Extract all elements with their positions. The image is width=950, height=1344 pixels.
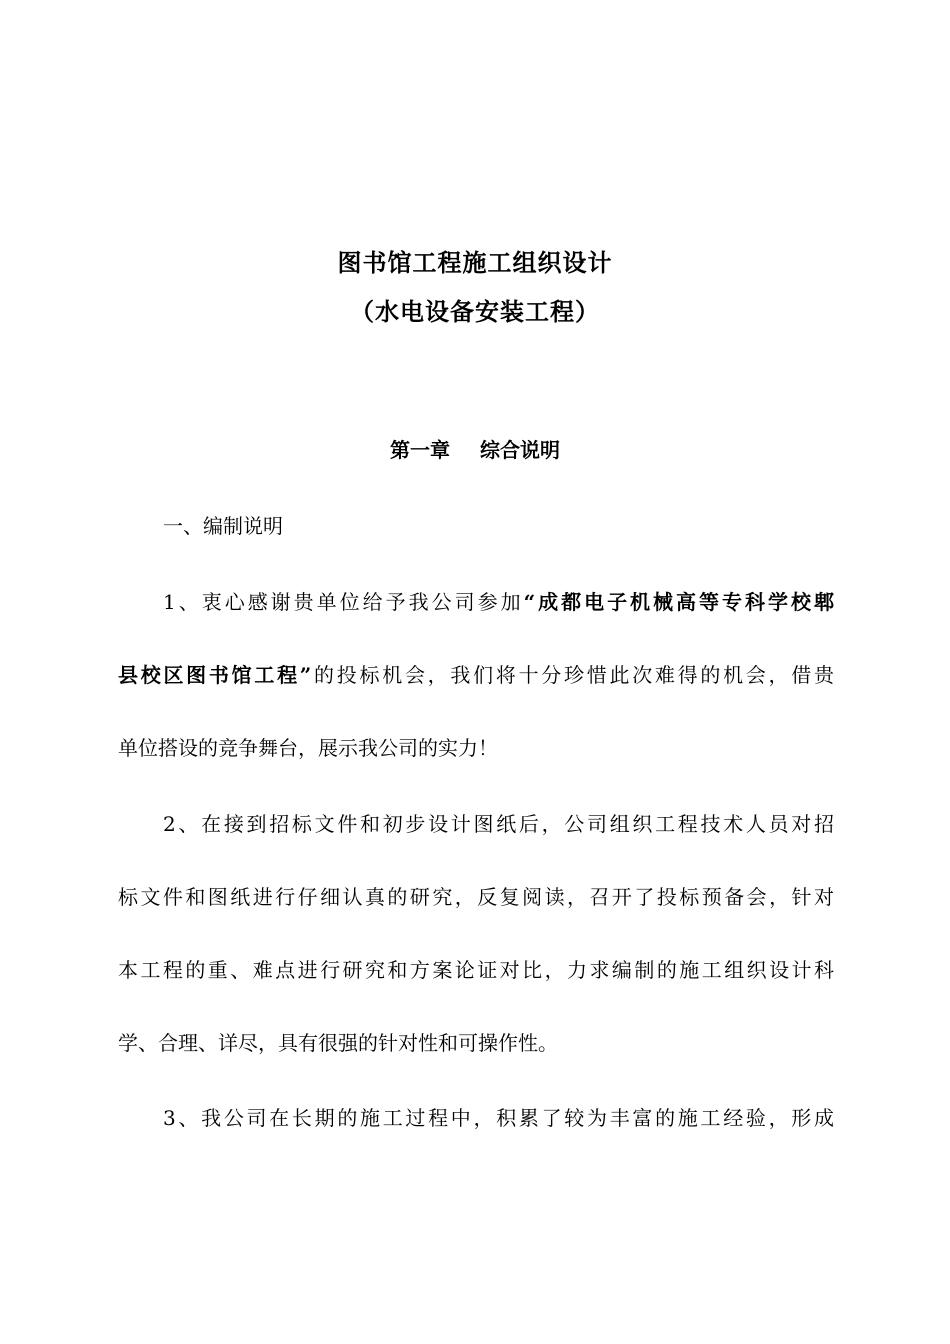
chapter-heading [0, 436, 950, 464]
text-run: 2、在接到招标文件和初步设计图纸后，公司组织工程技术人员对招 [163, 812, 834, 836]
text-run: 1、衷心感谢贵单位给予我公司参加 [163, 590, 524, 614]
project-name-text: 县校区图书馆工程” [118, 663, 312, 687]
paragraph-line [118, 788, 834, 861]
document-subtitle: （水电设备安装工程） [350, 297, 600, 326]
paragraph-line [118, 712, 834, 785]
chapter-name: 综合说明 [480, 438, 560, 462]
text-run: 的投标机会，我们将十分珍惜此次难得的机会，借贵 [311, 663, 834, 687]
text-run: 单位搭设的竞争舞台，展示我公司的实力！ [118, 736, 498, 760]
text-run: 学、合理、详尽，具有很强的针对性和可操作性。 [118, 1031, 558, 1055]
paragraph-line [118, 934, 834, 1007]
paragraph-line [118, 1082, 834, 1155]
project-name-text: “成都电子机械高等专科学校郫 [523, 590, 834, 614]
paragraph-line [118, 639, 834, 712]
section-heading: 一、编制说明 [163, 514, 283, 538]
paragraph-1 [118, 566, 834, 785]
paragraph-line [118, 861, 834, 934]
paragraph-line [118, 566, 834, 639]
paragraph-line [118, 1007, 834, 1080]
chapter-number: 第一章 [390, 438, 450, 462]
paragraph-3 [118, 1082, 834, 1155]
text-run: 本工程的重、难点进行研究和方案论证对比，力求编制的施工组织设计科 [118, 958, 834, 982]
text-run: 3、我公司在长期的施工过程中，积累了较为丰富的施工经验，形成 [163, 1106, 834, 1130]
document-title: 图书馆工程施工组织设计 [337, 248, 613, 277]
text-run: 标文件和图纸进行仔细认真的研究，反复阅读，召开了投标预备会，针对 [118, 885, 834, 909]
paragraph-2 [118, 788, 834, 1080]
